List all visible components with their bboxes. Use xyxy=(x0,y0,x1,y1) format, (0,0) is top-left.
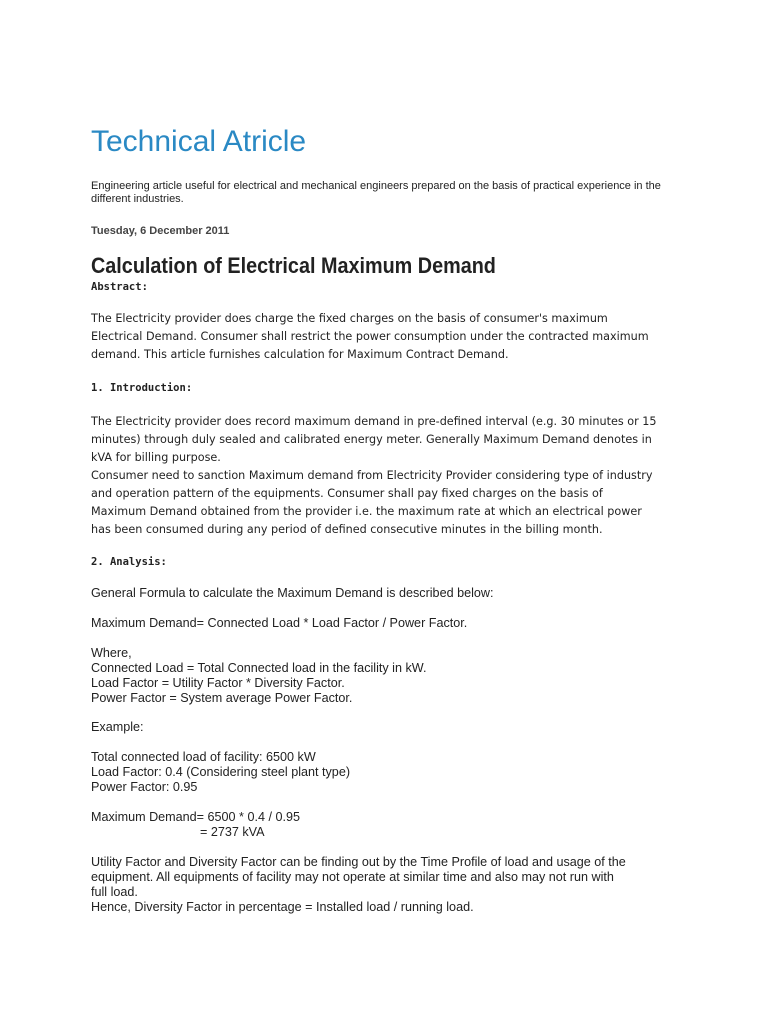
where-line: Connected Load = Total Connected load in the facility in kW. xyxy=(91,661,427,675)
analysis-intro xyxy=(91,586,711,601)
abstract-line: demand. This article furnishes calculation for Maximum Contract Demand. xyxy=(91,348,509,361)
abstract-paragraph xyxy=(91,310,691,364)
example-line: Load Factor: 0.4 (Considering steel plant type) xyxy=(91,765,351,779)
introduction-line: Maximum Demand obtained from the provider i.e. the maximum rate at which an electrical power xyxy=(91,505,642,518)
example-values xyxy=(91,750,711,795)
where-line: Where, xyxy=(91,646,132,660)
example-label-text: Example: xyxy=(91,720,144,734)
introduction-line: The Electricity provider does record maximum demand in pre-defined interval (e.g. 30 minutes or 15 xyxy=(91,415,657,428)
example-line: Total connected load of facility: 6500 kW xyxy=(91,750,316,764)
abstract-line: Electrical Demand. Consumer shall restrict the power consumption under the contracted maximum xyxy=(91,330,649,343)
calculation-line: Maximum Demand= 6500 * 0.4 / 0.95 xyxy=(91,810,300,824)
blog-description: Engineering article useful for electrical and mechanical engineers prepared on the basis of practical experience in the different industries. xyxy=(91,180,661,205)
where-definitions xyxy=(91,646,711,706)
introduction-line: minutes) through duly sealed and calibrated energy meter. Generally Maximum Demand denotes in xyxy=(91,433,652,446)
formula-text: Maximum Demand= Connected Load * Load Factor / Power Factor. xyxy=(91,616,468,630)
analysis-intro-text: General Formula to calculate the Maximum Demand is described below: xyxy=(91,586,494,600)
closing-line: Utility Factor and Diversity Factor can be finding out by the Time Profile of load and usage of the xyxy=(91,855,626,869)
post-title[interactable]: Calculation of Electrical Maximum Demand xyxy=(91,253,496,278)
blog-title[interactable]: Technical Atricle xyxy=(91,125,307,158)
formula xyxy=(91,616,711,631)
introduction-line: kVA for billing purpose. xyxy=(91,451,221,464)
calculation-result: = 2737 kVA xyxy=(200,825,265,839)
calculation xyxy=(91,810,711,840)
closing-line: Hence, Diversity Factor in percentage = Installed load / running load. xyxy=(91,900,474,914)
abstract-line: The Electricity provider does charge the fixed charges on the basis of consumer's maximum xyxy=(91,312,608,325)
example-label xyxy=(91,720,711,735)
introduction-line: has been consumed during any period of defined consecutive minutes in the billing month. xyxy=(91,523,603,536)
analysis-heading: 2. Analysis: xyxy=(91,556,167,568)
closing-line: full load. xyxy=(91,885,138,899)
where-line: Load Factor = Utility Factor * Diversity Factor. xyxy=(91,676,345,690)
post-date: Tuesday, 6 December 2011 xyxy=(91,225,230,237)
introduction-heading: 1. Introduction: xyxy=(91,382,193,394)
introduction-line: Consumer need to sanction Maximum demand from Electricity Provider considering type of industry xyxy=(91,469,653,482)
introduction-paragraph xyxy=(91,413,691,539)
closing-line: equipment. All equipments of facility may not operate at similar time and also may not run with xyxy=(91,870,614,884)
introduction-line: and operation pattern of the equipments. Consumer shall pay fixed charges on the basis of xyxy=(91,487,603,500)
abstract-heading: Abstract: xyxy=(91,281,148,293)
example-line: Power Factor: 0.95 xyxy=(91,780,198,794)
where-line: Power Factor = System average Power Factor. xyxy=(91,691,353,705)
closing-paragraph xyxy=(91,855,711,915)
